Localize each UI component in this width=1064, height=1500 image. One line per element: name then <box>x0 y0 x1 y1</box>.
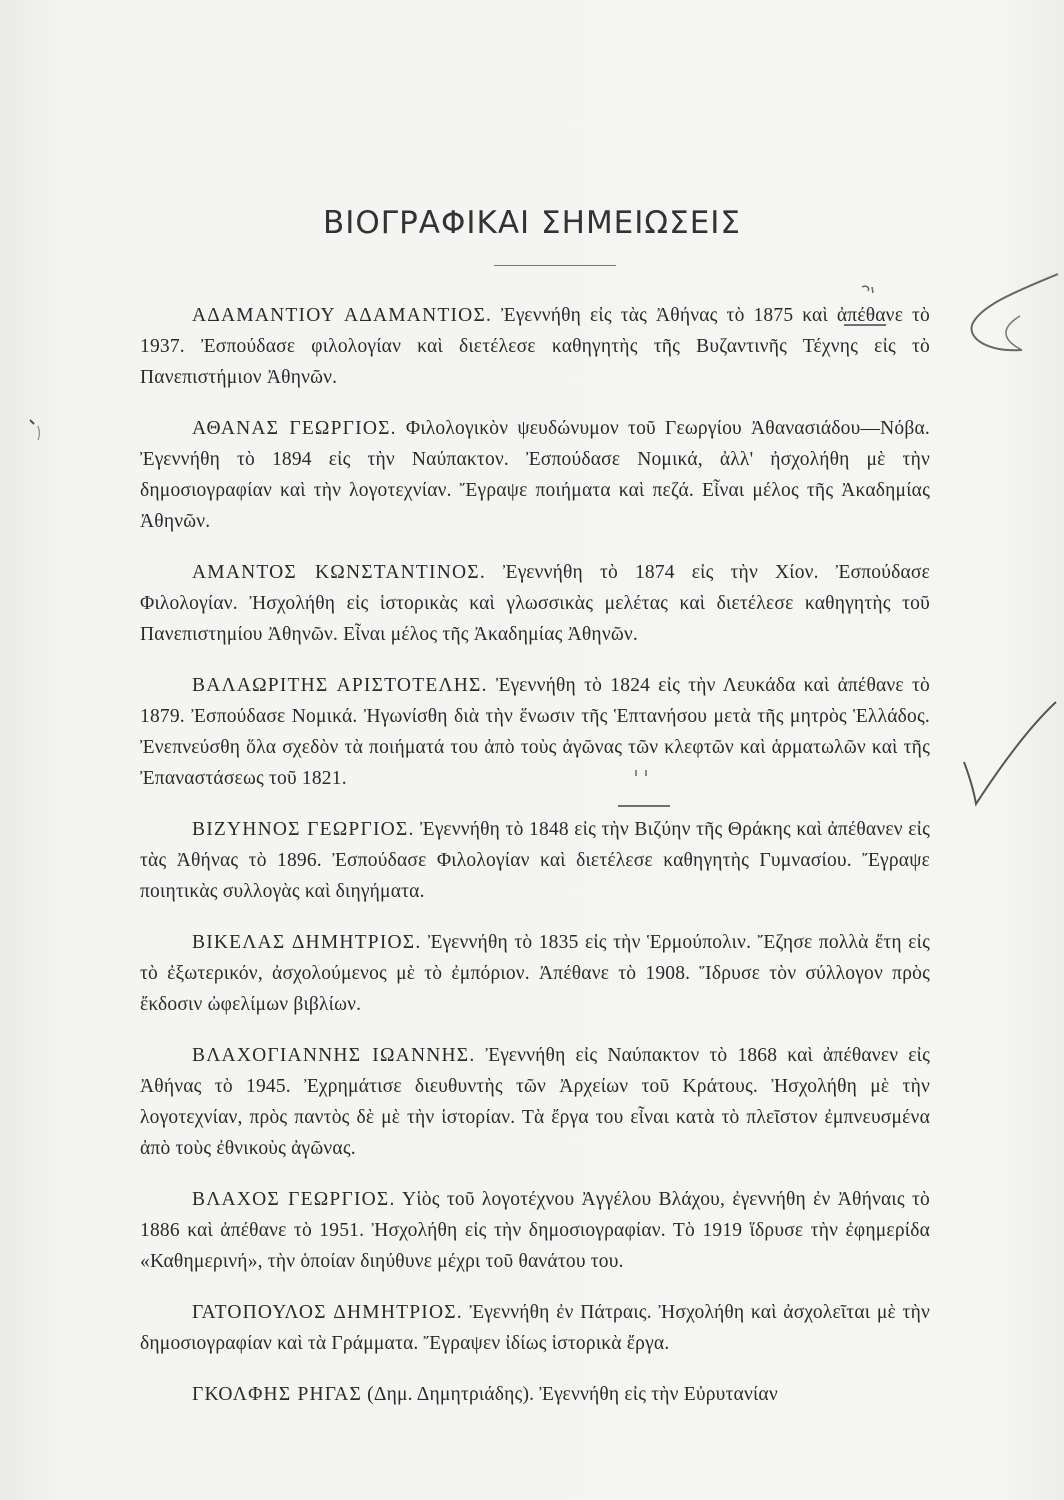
entry-text: Ἐγεννήθη εἰς τὰς Ἀθήνας τὸ 1875 καὶ ἀπέθανε τὸ 1937. Ἐσπούδασε φιλολογίαν καὶ διετέλεσε καθηγητὴς τῆς Βυζαντινῆς Τέχνης εἰς τὸ Πανεπιστήμιον Ἀθηνῶν. <box>140 305 931 388</box>
entry-text: Ἐγεννήθη τὸ 1835 εἰς τὴν Ἑρμούπολιν. Ἔζησε πολλὰ ἔτη εἰς τὸ ἐξωτερικόν, ἀσχολούμενος μὲ τὸ ἐμπόριον. Ἀπέθανε τὸ 1908. Ἵδρυσε τὸν σύλλογον πρὸς ἔκδοσιν ὠφελίμων βιβλίων. <box>140 932 930 1015</box>
page-title: ΒΙΟΓΡΑΦΙΚΑΙ ΣΗΜΕΙΩΣΕΙΣ <box>322 205 742 241</box>
entry-name: ΒΛΑΧΟΓΙΑΝΝΗΣ ΙΩΑΝΝΗΣ. <box>192 1045 476 1066</box>
biography-entry <box>140 814 930 907</box>
entry-text: Ἐγεννήθη ἐν Πάτραις. Ἠσχολήθη καὶ ἀσχολεῖται μὲ τὴν δημοσιογραφίαν καὶ τὰ Γράμματα. Ἔγραψεν ἰδίως ἱστορικὰ ἔργα. <box>140 1302 930 1354</box>
biography-list <box>140 300 930 1430</box>
entry-text: Ἐγεννήθη τὸ 1824 εἰς τὴν Λευκάδα καὶ ἀπέθανε τὸ 1879. Ἐσπούδασε Νομικά. Ἠγωνίσθη διὰ τὴν ἕνωσιν τῆς Ἑπτανήσου μετὰ τῆς μητρὸς Ἑλλάδος. Ἐνεπνεύσθη ὅλα σχεδὸν τὰ ποιήματά του ἀπὸ τοὺς ἀγῶνας τῶν κλεφτῶν καὶ ἁρματωλῶν καὶ τῆς Ἐπαναστάσεως τοῦ 1821. <box>140 675 930 789</box>
entry-name: ΒΑΛΑΩΡΙΤΗΣ ΑΡΙΣΤΟΤΕΛΗΣ. <box>192 675 488 696</box>
biography-entry <box>140 670 930 794</box>
entry-name: ΓΑΤΟΠΟΥΛΟΣ ΔΗΜΗΤΡΙΟΣ. <box>192 1302 463 1323</box>
entry-text: Φιλολογικὸν ψευδώνυμον τοῦ Γεωργίου Ἀθανασιάδου—Νόβα. Ἐγεννήθη τὸ 1894 εἰς τὴν Ναύπακτον. Ἐσπούδασε Νομικά, ἀλλ' ἠσχολήθη μὲ τὴν δημοσιογραφίαν καὶ τὴν λογοτεχνίαν. Ἔγραψε ποιήματα καὶ πεζά. Εἶναι μέλος τῆς Ἀκαδημίας Ἀθηνῶν. <box>140 418 930 532</box>
entry-text: Ἐγεννήθη τὸ 1848 εἰς τὴν Βιζύην τῆς Θράκης καὶ ἀπέθανεν εἰς τὰς Ἀθήνας τὸ 1896. Ἐσπούδασε Φιλολογίαν καὶ διετέλεσε καθηγητὴς Γυμνασίου. Ἔγραψε ποιητικὰς συλλογὰς καὶ διηγήματα. <box>140 819 930 902</box>
entry-name: ΒΙΖΥΗΝΟΣ ΓΕΩΡΓΙΟΣ. <box>192 819 415 840</box>
pencil-check-mark <box>958 700 1058 810</box>
entry-text: Ἐγεννήθη εἰς Ναύπακτον τὸ 1868 καὶ ἀπέθανεν εἰς Ἀθήνας τὸ 1945. Ἐχρημάτισε διευθυντὴς τῶν Ἀρχείων τοῦ Κράτους. Ἠσχολήθη μὲ τὴν λογοτεχνίαν, πρὸς παντὸς δὲ μὲ τὴν ἱστορίαν. Τὰ ἔργα του εἶναι κατὰ τὸ πλεῖστον ἐμπνευσμένα ἀπὸ τοὺς ἐθνικοὺς ἀγῶνας. <box>140 1045 931 1159</box>
entry-name: ΒΙΚΕΛΑΣ ΔΗΜΗΤΡΙΟΣ. <box>192 932 422 953</box>
entry-name: ΑΔΑΜΑΝΤΙΟΥ ΑΔΑΜΑΝΤΙΟΣ. <box>192 305 493 326</box>
biography-entry <box>140 1184 930 1277</box>
biography-entry <box>140 1297 930 1359</box>
title-divider <box>494 265 616 266</box>
entry-name: ΑΘΑΝΑΣ ΓΕΩΡΓΙΟΣ. <box>192 418 397 439</box>
entry-name: ΒΛΑΧΟΣ ΓΕΩΡΓΙΟΣ. <box>192 1189 396 1210</box>
pencil-tick-mark <box>28 418 44 442</box>
biography-entry <box>140 557 930 650</box>
entry-text: Ἐγεννήθη τὸ 1874 εἰς τὴν Χίον. Ἐσπούδασε Φιλολογίαν. Ἠσχολήθη εἰς ἱστορικὰς καὶ γλωσσικὰς μελέτας καὶ διετέλεσε καθηγητὴς τοῦ Πανεπιστημίου Ἀθηνῶν. Εἶναι μέλος τῆς Ἀκαδημίας Ἀθηνῶν. <box>140 562 931 645</box>
pencil-bracket-mark <box>960 270 1060 360</box>
biography-entry <box>140 927 930 1020</box>
entry-text: Υἱὸς τοῦ λογοτέχνου Ἀγγέλου Βλάχου, ἐγεννήθη ἐν Ἀθήναις τὸ 1886 καὶ ἀπέθανε τὸ 1951. Ἠσχολήθη εἰς τὴν δημοσιογραφίαν. Τὸ 1919 ἵδρυσε τὴν ἐφημερίδα «Καθημερινή», τὴν ὁποίαν διηύθυνε μέχρι τοῦ θανάτου του. <box>140 1189 930 1272</box>
entry-text: (Δημ. Δημητριάδης). Ἐγεννήθη εἰς τὴν Εὐρυτανίαν <box>367 1384 778 1405</box>
biography-entry <box>140 300 930 393</box>
entry-name: ΑΜΑΝΤΟΣ ΚΩΝΣΤΑΝΤΙΝΟΣ. <box>192 562 486 583</box>
entry-name: ΓΚΟΛΦΗΣ ΡΗΓΑΣ <box>192 1384 363 1405</box>
biography-entry <box>140 413 930 537</box>
biography-entry <box>140 1379 930 1410</box>
biography-entry <box>140 1040 930 1164</box>
